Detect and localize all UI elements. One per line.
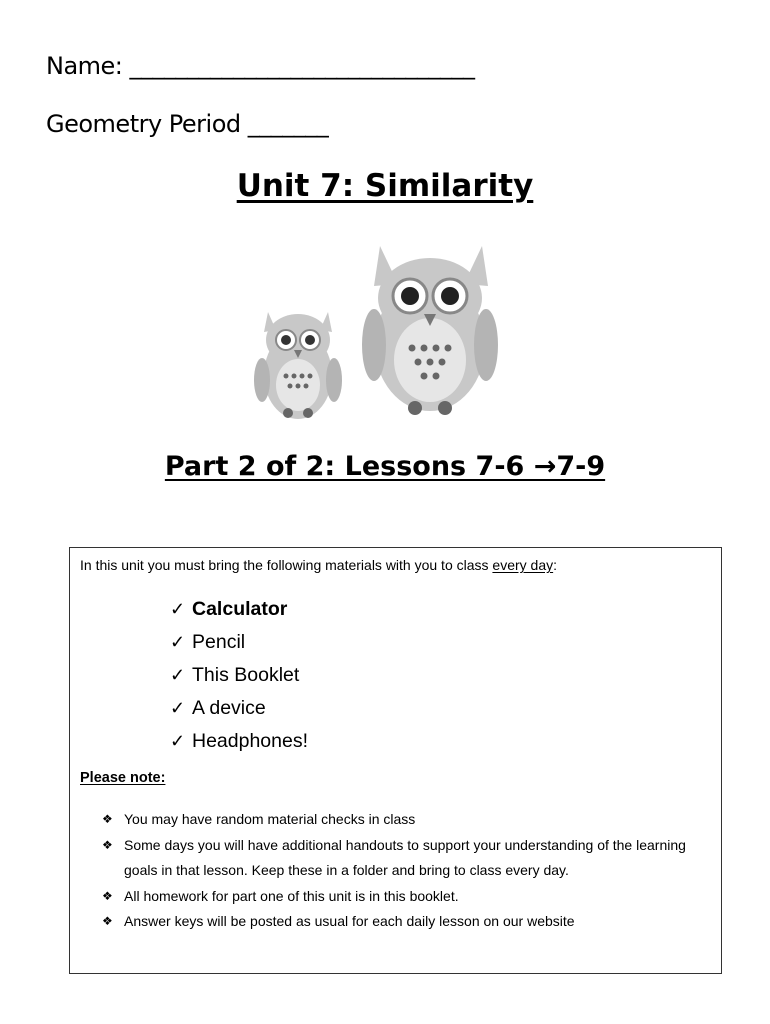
list-item xyxy=(170,725,308,758)
note-text: All homework for part one of this unit is in this booklet. xyxy=(124,887,459,904)
list-item xyxy=(102,833,702,884)
diamond-bullet-icon: ❖ xyxy=(102,837,113,852)
name-blank: ______________________________ xyxy=(129,52,475,80)
owls-icon xyxy=(250,240,530,420)
diamond-bullet-icon: ❖ xyxy=(102,888,113,903)
note-heading: Please note: xyxy=(80,770,166,786)
checkmark-icon: ✓ xyxy=(170,665,186,685)
checkmark-icon: ✓ xyxy=(170,698,186,718)
big-owl xyxy=(362,246,498,415)
list-item xyxy=(102,884,702,910)
materials-box xyxy=(69,547,722,974)
notes-list xyxy=(102,807,702,935)
material-label: Headphones! xyxy=(192,730,309,752)
name-label: Name: xyxy=(46,52,123,80)
diamond-bullet-icon: ❖ xyxy=(102,812,113,826)
diamond-bullet-icon: ❖ xyxy=(102,914,113,928)
period-blank: _______ xyxy=(247,110,329,138)
intro-emphasis: every day xyxy=(492,557,554,573)
name-field-row xyxy=(46,52,475,80)
material-label: This Booklet xyxy=(192,664,300,686)
small-owl xyxy=(254,312,342,419)
page-title: Unit 7: Similarity xyxy=(236,168,534,204)
materials-list xyxy=(170,593,308,758)
list-item xyxy=(170,659,308,692)
checkmark-icon: ✓ xyxy=(170,731,186,751)
list-item xyxy=(102,909,702,935)
material-label: A device xyxy=(192,697,266,719)
note-text: Some days you will have additional handouts to support your understanding of the learning goals in that lesson. Keep these in a folder and bring to class every day. xyxy=(124,836,686,878)
material-label: Pencil xyxy=(192,631,246,653)
intro-text: In this unit you must bring the following materials with you to class xyxy=(80,557,493,573)
note-text: You may have random material checks in class xyxy=(124,811,416,827)
list-item xyxy=(102,807,702,833)
period-field-row xyxy=(46,110,328,138)
list-item xyxy=(170,593,308,626)
part-subtitle: Part 2 of 2: Lessons 7-6 →7-9 xyxy=(164,451,606,482)
intro-end: : xyxy=(553,557,558,573)
period-label: Geometry Period xyxy=(46,110,241,138)
material-label: Calculator xyxy=(192,598,288,620)
checkmark-icon: ✓ xyxy=(170,599,186,619)
list-item xyxy=(170,626,308,659)
note-text: Answer keys will be posted as usual for each daily lesson on our website xyxy=(124,913,575,929)
materials-intro xyxy=(80,557,557,573)
list-item xyxy=(170,692,308,725)
checkmark-icon: ✓ xyxy=(170,632,186,652)
